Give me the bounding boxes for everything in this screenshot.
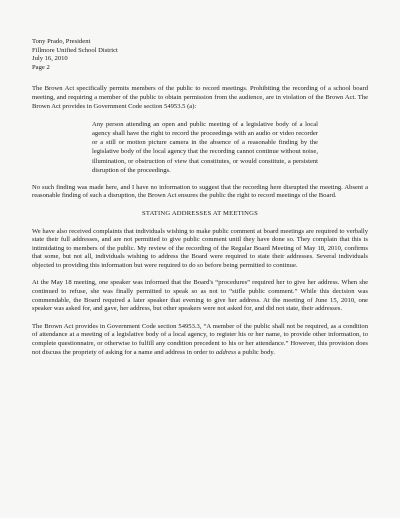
letter-header bbox=[32, 38, 368, 72]
recipient-organization: Fillmore Unified School District bbox=[32, 46, 118, 54]
paragraph-text-end: a public body. bbox=[236, 348, 275, 356]
paragraph-complaints: We have also received complaints that individuals wishing to make public comment at board meetings are required to verbally state their full addresses, and are not permitted to give public comment until they have done so. They complain that this is intimidating to members of the public. My review of the recording of the Regular Board Meeting of May 18, 2010, confirms that some, but not all, individuals wishing to address the Board were required to state their addresses. Several individuals objected to providing this information but were required to do so before being permitted to continue. bbox=[32, 227, 368, 269]
emphasized-word: address bbox=[215, 348, 237, 356]
paragraph-recording-rights: The Brown Act specifically permits members of the public to record meetings. Prohibiting the recording of a school board meeting, and requiring a member of the public to obtain permission from the audience, are in violation of the Brown Act. The Brown Act provides in Government Code section 54953.5 (a): bbox=[32, 85, 368, 110]
page-number: Page 2 bbox=[32, 63, 50, 71]
recipient-name: Tony Prado, President bbox=[32, 38, 91, 45]
paragraph-no-finding: No such finding was made here, and I have no information to suggest that the recording here disrupted the meeting. Absent a reasonable finding of such a disruption, the Brown Act ensures the public the right to record meetings of the Board. bbox=[32, 183, 368, 200]
section-heading: STATING ADDRESSES AT MEETINGS bbox=[142, 209, 258, 217]
paragraph-text: The Brown Act provides in Government Code section 54953.3, “A member of the public shall not be required, as a condition of attendance at a meeting of a legislative body of a local agency, to register his or her name, to provide other information, to complete questionnaire, or otherwise to fulfill any condition precedent to his or her attendance.” However, this provision does not discuss the propriety of asking for a name and address in order to bbox=[32, 322, 368, 356]
block-quote-54953-5: Any person attending an open and public meeting of a legislative body of a local agency shall have the right to record the proceedings with an audio or video recorder or a still or motion picture camera in the absence of a reasonable finding by the legislative body of the local agency that the recording cannot continue without noise, illumination, or obstruction of view that constitutes, or would constitute, a persistent disruption of the proceedings. bbox=[92, 121, 318, 174]
paragraph-54953-3 bbox=[32, 323, 368, 357]
paragraph-may-18-meeting: At the May 18 meeting, one speaker was informed that the Board's “procedures” required her to give her address. When she continued to refuse, she was finally permitted to speak so as not to “stifle public comment.” While this decision was commendable, the Board required a later speaker that evening to give her address. At the meeting of June 15, 2010, one speaker was asked for, and gave, her address, but other speakers were not asked for, and did not state, their addresses. bbox=[32, 279, 368, 313]
letter-date: July 16, 2010 bbox=[32, 55, 68, 63]
